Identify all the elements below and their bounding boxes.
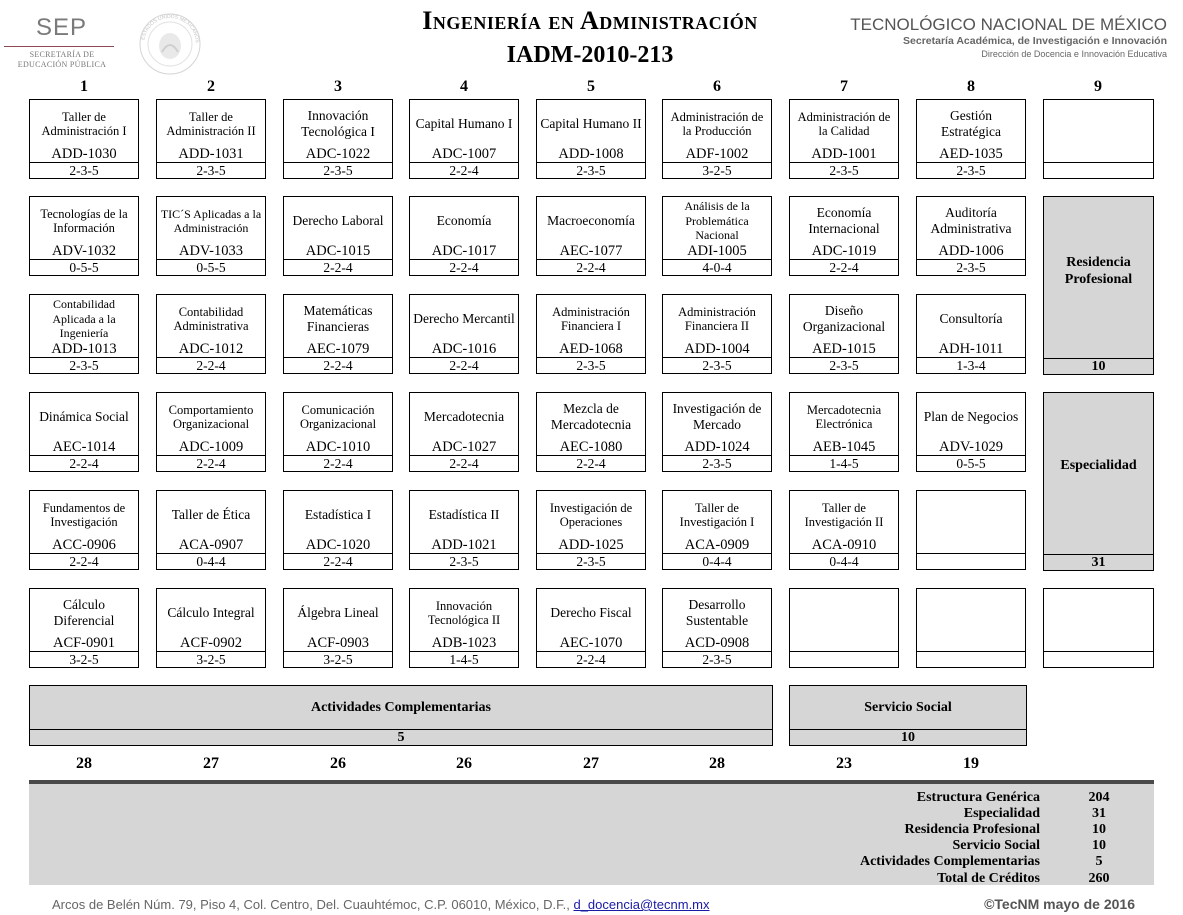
course-name: Taller de Administración I [41,110,127,138]
course-hours: 2-3-5 [537,553,645,570]
course-code: ACF-0902 [179,635,243,651]
course-name: Comportamiento Organizacional [168,403,254,431]
course-box [789,392,899,472]
course-hours: 2-2-4 [537,455,645,472]
course-name: Tecnologías de la Información [40,207,128,235]
semester-credit-total: 19 [963,755,979,772]
summary-row [29,822,1154,838]
course-hours: 2-3-5 [790,357,898,374]
especialidad-credits: 31 [1044,554,1153,570]
course-code: ADD-1021 [431,537,497,553]
course-name: Mercadotecnia Electrónica [806,403,882,431]
course-code: ACF-0903 [306,635,370,651]
course-hours: 2-2-4 [157,455,265,472]
course-box [916,99,1026,179]
course-hours: 0-5-5 [30,259,138,276]
institution-subtitle: Secretaría Académica, de Investigación e Innovación [903,35,1167,47]
course-hours: 0-4-4 [790,553,898,570]
course-hours: 2-3-5 [157,162,265,179]
course-code: ADC-1009 [178,439,244,455]
institution-name: TECNOLÓGICO NACIONAL DE MÉXICO [850,15,1167,34]
course-box [536,392,646,472]
course-hours: 2-3-5 [284,162,392,179]
semester-credit-total: 27 [583,755,599,772]
course-code: ADC-1010 [305,439,371,455]
course-box [156,99,266,179]
course-box [283,294,393,374]
course-box [156,294,266,374]
course-name: Estadística I [304,507,372,522]
semester-number: 1 [80,78,88,95]
course-hours: 3-2-5 [284,651,392,668]
course-name: Economía Internacional [808,205,880,236]
semester-number: 6 [713,78,721,95]
course-box [536,588,646,668]
empty-course-box [789,588,899,668]
course-name: Auditoría Administrativa [930,205,1012,236]
course-box [916,392,1026,472]
course-name: Cálculo Integral [167,605,255,620]
course-name: Administración de la Producción [670,110,764,138]
course-hours: 2-2-4 [157,357,265,374]
course-box [29,196,139,276]
summary-value: 260 [1088,871,1110,886]
course-hours: 2-2-4 [537,259,645,276]
course-code: ADV-1029 [939,439,1003,455]
semester-number: 5 [587,78,595,95]
summary-row [29,790,1154,806]
course-name: Derecho Mercantil [413,311,515,326]
course-name: Administración Financiera I [552,305,630,333]
course-hours: 2-2-4 [537,651,645,668]
summary-label: Total de Créditos [937,871,1040,886]
course-hours: 1-4-5 [790,455,898,472]
sep-logo-rule [4,46,114,47]
semester-credit-total: 23 [836,755,852,772]
mexico-seal-icon [134,8,206,76]
seal-text: ESTADOS UNIDOS MEXICANOS [140,13,201,44]
course-hours: 2-2-4 [284,455,392,472]
especialidad-label: Especialidad [1060,458,1137,473]
footer-address-text: Arcos de Belén Núm. 79, Piso 4, Col. Centro, Del. Cuauhtémoc, C.P. 06010, México, D.F., [52,897,570,912]
semester-number: 4 [460,78,468,95]
course-name: Derecho Fiscal [550,605,632,620]
summary-label: Actividades Complementarias [859,854,1040,869]
course-hours: 2-2-4 [284,553,392,570]
course-box [662,392,772,472]
course-box [156,588,266,668]
course-code: ADV-1033 [179,243,243,259]
course-code: ACA-0909 [684,537,750,553]
course-code: ACA-0910 [811,537,877,553]
course-hours: 2-2-4 [410,162,518,179]
course-hours: 2-3-5 [537,357,645,374]
course-hours: 2-3-5 [663,651,771,668]
course-box [29,392,139,472]
actividades-complementarias-label: Actividades Complementarias [310,700,492,715]
course-name: Cálculo Diferencial [53,597,115,628]
course-code: ACD-0908 [684,635,750,651]
residencia-profesional-credits: 10 [1044,358,1153,374]
course-name: Administración de la Calidad [797,110,891,138]
course-name: Taller de Investigación I [679,501,755,529]
course-name: Diseño Organizacional [802,303,886,334]
course-box [916,196,1026,276]
footer-email-link[interactable]: d_docencia@tecnm.mx [573,897,710,912]
summary-row [29,838,1154,854]
course-code: ADB-1023 [431,635,497,651]
course-hours: 2-3-5 [790,162,898,179]
course-name: Fundamentos de Investigación [42,501,126,529]
course-code: AED-1015 [812,341,876,357]
course-hours: 3-2-5 [663,162,771,179]
institution-department: Dirección de Docencia e Innovación Educativa [981,49,1167,59]
semester-credit-total: 26 [330,755,346,772]
course-code: ADC-1019 [811,243,877,259]
summary-value: 10 [1092,838,1106,853]
course-hours: 0-5-5 [917,455,1025,472]
course-box [409,588,519,668]
course-box [283,392,393,472]
servicio-social-credits: 10 [790,729,1026,745]
course-code: AEB-1045 [812,439,876,455]
course-box [283,196,393,276]
empty-course-box [916,588,1026,668]
summary-value: 5 [1095,854,1103,869]
course-code: ADH-1011 [938,341,1004,357]
course-name: Capital Humano I [415,116,513,131]
course-code: AED-1068 [559,341,623,357]
course-code: AED-1035 [939,146,1003,162]
course-hours: 2-3-5 [917,162,1025,179]
summary-label: Estructura Genérica [916,790,1040,805]
semester-number: 3 [334,78,342,95]
summary-value: 31 [1092,806,1106,821]
course-box [536,294,646,374]
course-code: ADC-1022 [305,146,371,162]
course-name: Derecho Laboral [292,213,384,228]
course-code: ADF-1002 [685,146,749,162]
course-name: Taller de Ética [171,507,251,522]
course-hours: 2-3-5 [30,162,138,179]
course-name: Dinámica Social [39,409,129,424]
empty-course-box [1043,588,1154,668]
course-code: ADD-1024 [684,439,750,455]
course-hours: 2-2-4 [410,357,518,374]
course-code: AEC-1079 [306,341,370,357]
course-name: Innovación Tecnológica II [427,599,501,627]
course-box [662,196,772,276]
course-hours: 2-2-4 [790,259,898,276]
empty-course-box [1043,99,1154,179]
course-name: Plan de Negocios [923,409,1019,424]
course-hours: 2-2-4 [284,259,392,276]
course-code: ADD-1031 [178,146,244,162]
course-box [283,588,393,668]
course-code: ADD-1006 [938,243,1004,259]
course-name: Estadística II [428,507,500,522]
footer-address [52,897,710,912]
course-code: AEC-1080 [559,439,623,455]
course-box [409,99,519,179]
course-box [283,490,393,570]
course-hours: 2-3-5 [917,259,1025,276]
course-name: Taller de Administración II [166,110,256,138]
summary-row [29,854,1154,870]
course-hours: 2-2-4 [30,553,138,570]
course-hours: 0-4-4 [663,553,771,570]
course-code: ADC-1007 [431,146,497,162]
course-code: ADC-1017 [431,243,497,259]
semester-number: 9 [1094,78,1102,95]
page-title: Ingeniería en Administración [422,6,758,35]
course-hours: 2-2-4 [410,455,518,472]
course-name: Innovación Tecnológica I [301,108,375,139]
course-hours: 0-5-5 [157,259,265,276]
sep-logo-line2: EDUCACIÓN PÚBLICA [17,60,107,69]
course-name: Gestión Estratégica [941,108,1001,139]
semester-number: 2 [207,78,215,95]
course-name: Mezcla de Mercadotecnia [550,401,632,432]
course-box [536,99,646,179]
course-code: ADD-1013 [51,341,117,357]
course-hours: 1-4-5 [410,651,518,668]
course-hours: 2-2-4 [30,455,138,472]
course-hours: 2-3-5 [410,553,518,570]
summary-value: 204 [1088,790,1110,805]
course-code: ADD-1030 [51,146,117,162]
course-code: AEC-1070 [559,635,623,651]
summary-label: Servicio Social [952,838,1040,853]
plan-code: IADM-2010-213 [506,42,674,68]
course-code: ADD-1001 [811,146,877,162]
course-name: Contabilidad Aplicada a la Ingeniería [52,297,116,341]
course-box [409,392,519,472]
empty-course-box [916,490,1026,570]
course-hours: 1-3-4 [917,357,1025,374]
course-box [789,99,899,179]
course-name: Administración Financiera II [678,305,756,333]
residencia-profesional-box [1043,196,1154,375]
course-box [29,588,139,668]
course-box [409,196,519,276]
course-name: Desarrollo Sustentable [685,597,749,628]
semester-credit-total: 26 [456,755,472,772]
course-box [156,392,266,472]
course-code: ADD-1025 [558,537,624,553]
residencia-profesional-label: Residencia Profesional [1064,255,1133,287]
course-box [789,294,899,374]
course-code: ADD-1008 [558,146,624,162]
course-box [156,490,266,570]
course-hours: 4-0-4 [663,259,771,276]
course-box [536,196,646,276]
course-code: AEC-1014 [52,439,116,455]
course-hours: 2-2-4 [410,259,518,276]
course-hours: 2-3-5 [537,162,645,179]
course-code: ACA-0907 [178,537,244,553]
actividades-complementarias-credits: 5 [30,729,772,745]
course-hours: 2-3-5 [30,357,138,374]
course-code: ACC-0906 [52,537,116,553]
course-box [662,490,772,570]
semester-credit-total: 28 [709,755,725,772]
semester-number: 8 [967,78,975,95]
semester-credit-total: 28 [76,755,92,772]
course-name: Análisis de la Problemática Nacional [684,199,750,243]
course-code: ADC-1012 [178,341,244,357]
course-name: Investigación de Mercado [672,401,762,432]
course-box [409,490,519,570]
actividades-complementarias-bar [29,685,773,746]
course-box [662,99,772,179]
course-name: Álgebra Lineal [297,605,379,620]
servicio-social-bar [789,685,1027,746]
course-name: Consultoría [939,311,1003,326]
course-name: Mercadotecnia [423,409,505,424]
course-code: AEC-1077 [559,243,623,259]
course-name: Contabilidad Administrativa [173,305,249,333]
course-code: ADC-1020 [305,537,371,553]
footer-copyright: ©TecNM mayo de 2016 [984,896,1135,912]
course-name: Economía [436,213,492,228]
sep-logo [4,12,120,72]
course-box [662,294,772,374]
summary-label: Especialidad [963,806,1040,821]
course-hours: 2-3-5 [663,455,771,472]
course-code: ACF-0901 [52,635,116,651]
course-code: ADD-1004 [684,341,750,357]
course-code: ADV-1032 [52,243,116,259]
semester-number: 7 [840,78,848,95]
course-hours: 0-4-4 [157,553,265,570]
sep-logo-text: SEP [36,14,88,41]
course-box [29,99,139,179]
course-hours: 2-3-5 [663,357,771,374]
summary-label: Residencia Profesional [904,822,1040,837]
course-hours: 3-2-5 [30,651,138,668]
summary-value: 10 [1092,822,1106,837]
course-code: ADC-1027 [431,439,497,455]
course-name: Taller de Investigación II [804,501,884,529]
course-code: ADC-1016 [431,341,497,357]
especialidad-box [1043,392,1154,571]
servicio-social-label: Servicio Social [864,700,952,715]
course-box [409,294,519,374]
course-name: Investigación de Operaciones [549,501,633,529]
course-name: TIC´S Aplicadas a la Administración [160,206,262,235]
course-box [29,490,139,570]
course-box [29,294,139,374]
course-name: Matemáticas Financieras [303,303,373,334]
sep-logo-line1: SECRETARÍA DE [29,50,95,59]
course-name: Comunicación Organizacional [299,403,377,431]
course-name: Macroeconomía [547,213,635,228]
semester-credit-total: 27 [203,755,219,772]
course-code: ADI-1005 [687,243,747,259]
course-box [156,196,266,276]
course-box [536,490,646,570]
course-hours: 2-2-4 [284,357,392,374]
course-code: ADC-1015 [305,243,371,259]
course-box [789,490,899,570]
course-box [283,99,393,179]
course-name: Capital Humano II [540,116,642,131]
credit-summary [29,780,1154,885]
summary-row [29,871,1154,887]
summary-row [29,806,1154,822]
course-box [789,196,899,276]
course-box [662,588,772,668]
course-box [916,294,1026,374]
course-hours: 3-2-5 [157,651,265,668]
